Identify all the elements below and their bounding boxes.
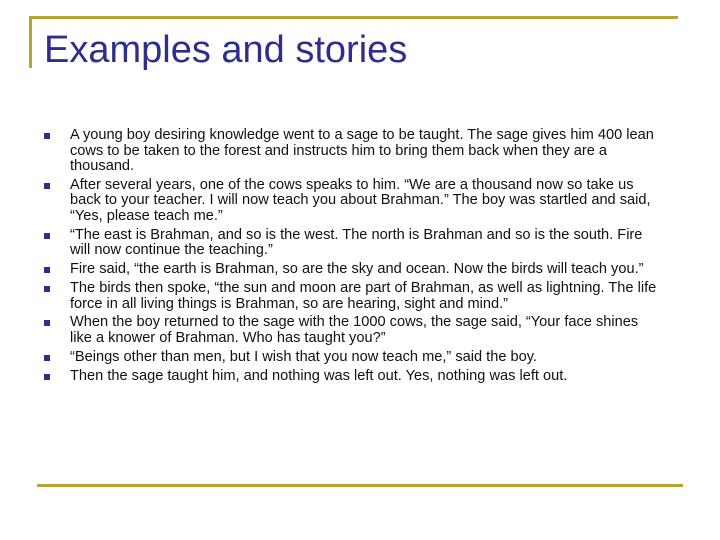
bullet-text: When the boy returned to the sage with the 1000 cows, the sage said, “Your face shines like a knower of Brahman. Who has taught you?” (70, 314, 639, 346)
square-bullet-icon (44, 233, 50, 239)
list-item (44, 228, 664, 259)
list-item (44, 128, 664, 175)
bullet-text: “The east is Brahman, and so is the west. The north is Brahman and so is the south. Fire will now continue the teaching.” (70, 226, 643, 259)
square-bullet-icon (44, 267, 50, 273)
square-bullet-icon (44, 374, 50, 380)
square-bullet-icon (44, 355, 50, 361)
list-item (44, 315, 664, 346)
slide-title: Examples and stories (44, 29, 408, 71)
list-item (44, 350, 664, 366)
bullet-text: Fire said, “the earth is Brahman, so are the sky and ocean. Now the birds will teach you.” (70, 261, 644, 278)
bullet-text: After several years, one of the cows speaks to him. “We are a thousand now so take us back to your teacher. I will now teach you about Brahman.” The boy was startled and said, “Yes, please teach me.” (70, 176, 651, 224)
bullet-text: Then the sage taught him, and nothing was left out. Yes, nothing was left out. (70, 367, 568, 384)
square-bullet-icon (44, 286, 50, 292)
square-bullet-icon (44, 183, 50, 189)
bullet-list (44, 128, 664, 388)
frame-bottom-rule (37, 484, 683, 487)
frame-top-rule (29, 16, 678, 19)
square-bullet-icon (44, 320, 50, 326)
list-item (44, 369, 664, 385)
bullet-text: The birds then spoke, “the sun and moon are part of Brahman, as well as lightning. The life force in all living things is Brahman, so are hearing, sight and mind.” (70, 280, 657, 312)
square-bullet-icon (44, 133, 50, 139)
list-item (44, 262, 664, 278)
list-item (44, 178, 664, 225)
bullet-text: A young boy desiring knowledge went to a sage to be taught. The sage gives him 400 lean cows to be taken to the forest and instructs him to bring them back when they are a thousand. (70, 127, 654, 174)
bullet-text: “Beings other than men, but I wish that you now teach me,” said the boy. (70, 348, 537, 365)
list-item (44, 281, 664, 312)
frame-left-rule (29, 16, 32, 68)
